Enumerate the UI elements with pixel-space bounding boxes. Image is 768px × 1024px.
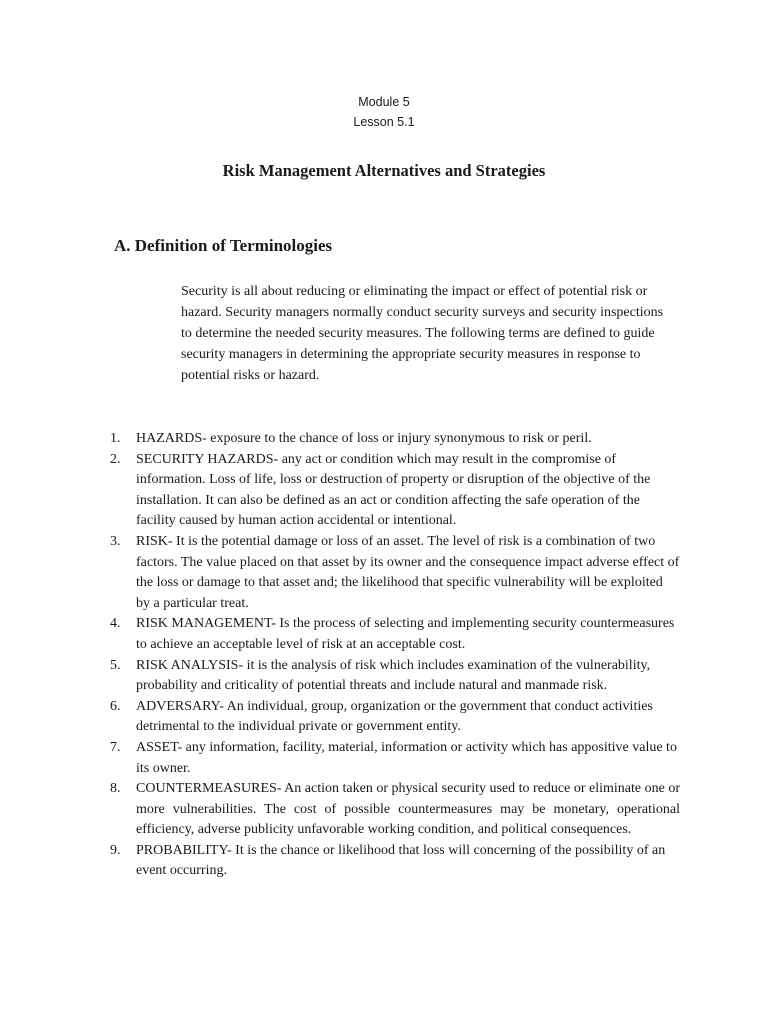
document-title: Risk Management Alternatives and Strategies	[222, 161, 546, 180]
intro-paragraph: Security is all about reducing or eliminating the impact or effect of potential risk or hazard. Security managers normally conduct security surveys and security inspections to determine the needed security measures. The following terms are defined to guide security managers in determining the appropriate security measures in response to potential risks or hazard.	[181, 284, 664, 383]
term-item	[110, 656, 680, 697]
term-text: SECURITY HAZARDS- any act or condition which may result in the compromise of information. Loss of life, loss or destruction of property or disruption of the objective of the installation. It can also be defined as an act or condition affecting the safe operation of the facility caused by human action accidental or intentional.	[136, 451, 651, 529]
term-item	[110, 450, 680, 532]
term-number: 5.	[110, 657, 121, 673]
module-header	[0, 92, 768, 132]
term-number: 9.	[110, 842, 121, 858]
term-number: 6.	[110, 698, 121, 714]
term-number: 7.	[110, 739, 121, 755]
term-item	[110, 697, 680, 738]
term-text: ASSET- any information, facility, material, information or activity which has appositive value to its owner.	[136, 739, 677, 776]
term-text: PROBABILITY- It is the chance or likelihood that loss will concerning of the possibility of an event occurring.	[136, 842, 666, 879]
term-item	[110, 532, 680, 614]
term-number: 3.	[110, 533, 121, 549]
section-heading: A. Definition of Terminologies	[114, 236, 333, 255]
term-item	[110, 779, 680, 841]
term-number: 1.	[110, 431, 121, 446]
term-text: HAZARDS- exposure to the chance of loss or injury synonymous to risk or peril.	[136, 431, 592, 446]
lesson-label: Lesson 5.1	[353, 115, 415, 129]
term-number: 2.	[110, 451, 121, 467]
term-number: 8.	[110, 781, 121, 797]
term-item	[110, 738, 680, 779]
module-label: Module 5	[358, 95, 410, 109]
term-text: COUNTERMEASURES- An action taken or physical security used to reduce or eliminate one or more vulnerabilities. The cost of possible countermeasures may be monetary, operational efficiency, adverse publicity unfavorable working condition, and political consequences.	[136, 781, 680, 838]
term-item	[110, 614, 680, 655]
terms-list	[110, 429, 680, 882]
term-text: RISK- It is the potential damage or loss of an asset. The level of risk is a combination of two factors. The value placed on that asset by its owner and the consequence impact adverse effect of the loss or damage to that asset and; the likelihood that specific vulnerability will be exploited by a particular treat.	[136, 533, 680, 611]
term-item	[110, 841, 680, 882]
term-text: RISK ANALYSIS- it is the analysis of risk which includes examination of the vulnerability, probability and criticality of potential threats and include natural and manmade risk.	[136, 657, 651, 694]
term-item	[110, 429, 680, 450]
term-text: ADVERSARY- An individual, group, organization or the government that conduct activities detrimental to the individual private or government entity.	[136, 698, 653, 735]
term-text: RISK MANAGEMENT- Is the process of selecting and implementing security countermeasures to achieve an acceptable level of risk at an acceptable cost.	[136, 616, 675, 652]
term-number: 4.	[110, 616, 121, 632]
